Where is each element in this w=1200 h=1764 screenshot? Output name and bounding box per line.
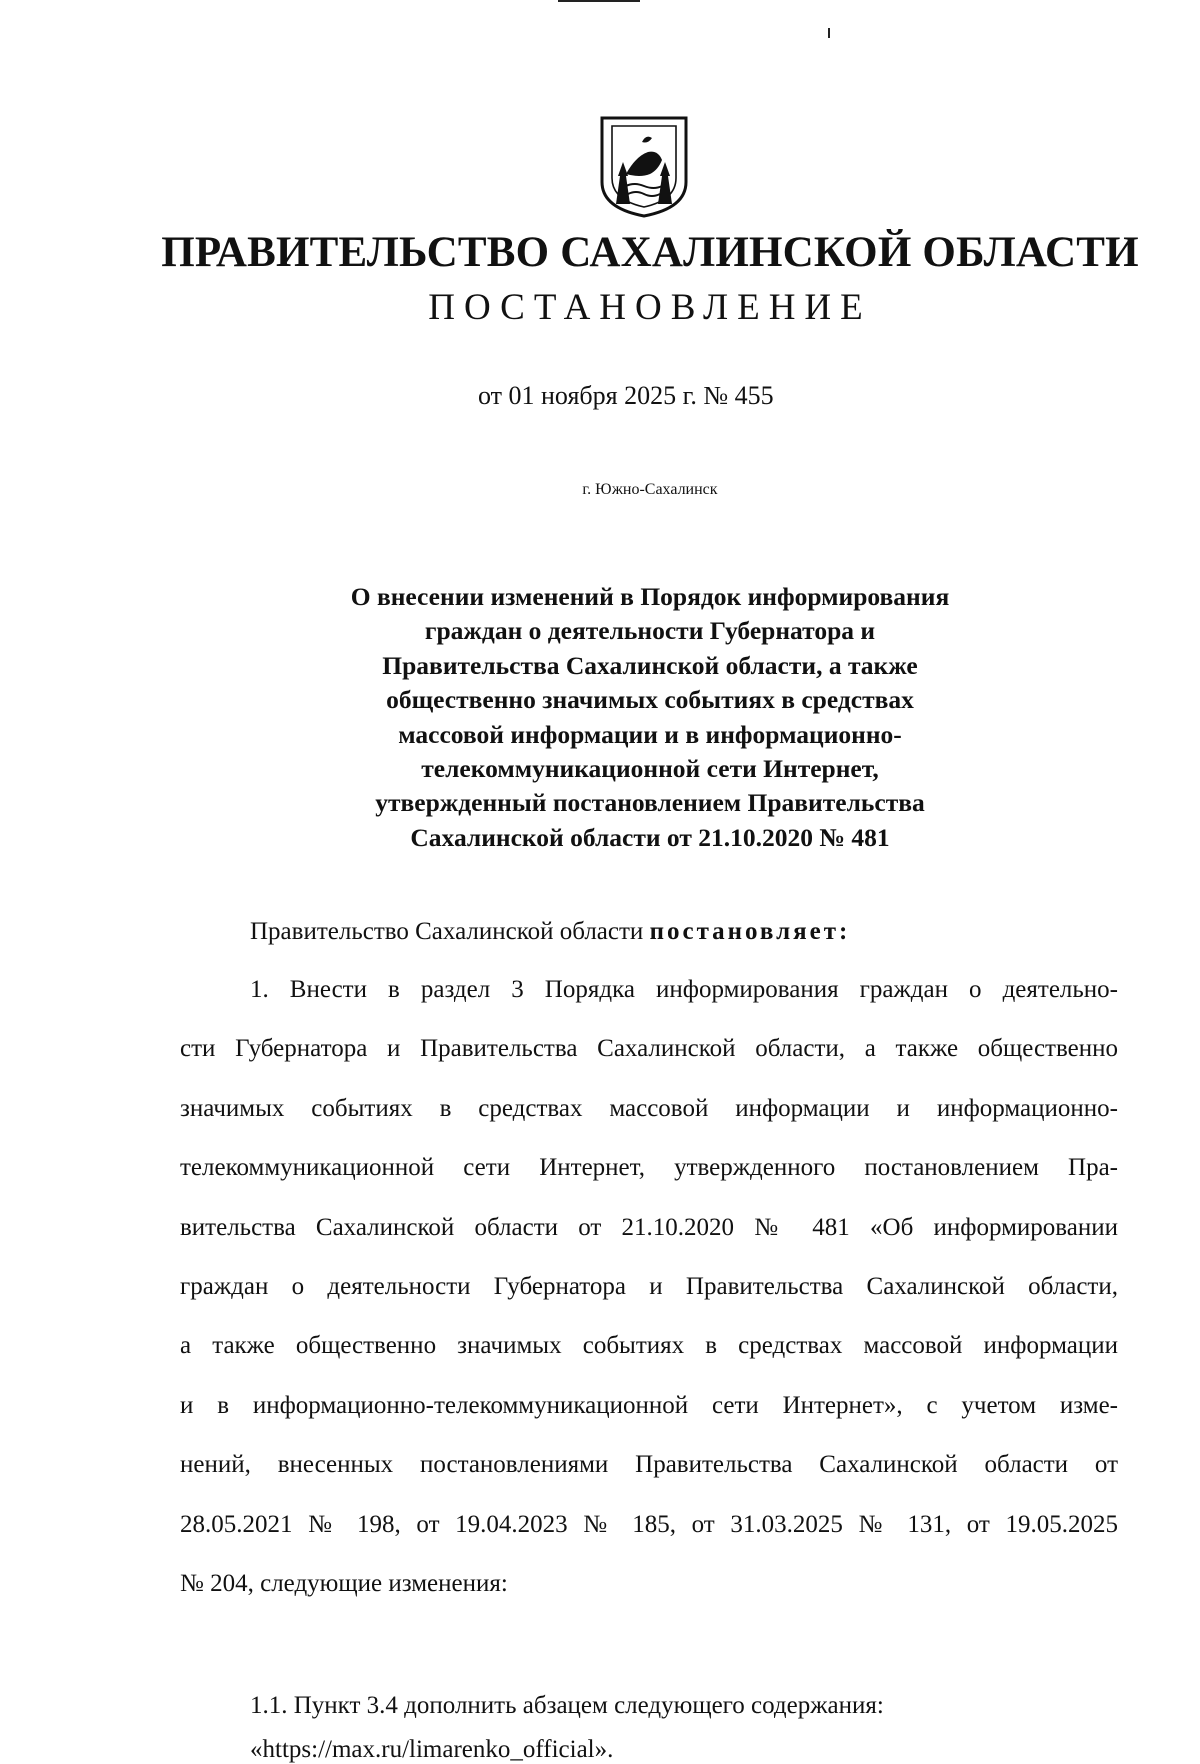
paragraph-line: граждан о деятельности Губернатора и Правительства Сахалинской области, xyxy=(180,1273,1118,1301)
scan-mark xyxy=(828,28,830,38)
paragraph-line: телекоммуникационной сети Интернет, утвержденного постановлением Пра- xyxy=(180,1154,1118,1182)
document-type-title: ПОСТАНОВЛЕНИЕ xyxy=(428,287,872,328)
paragraph-line: нений, внесенных постановлениями Правительства Сахалинской области от xyxy=(180,1451,1118,1479)
paragraph-line: и в информационно-телекоммуникационной сети Интернет», с учетом изме- xyxy=(180,1391,1118,1419)
paragraph-line: 28.05.2021 № 198, от 19.04.2023 № 185, от 31.03.2025 № 131, от 19.05.2025 xyxy=(180,1510,1118,1538)
government-title: ПРАВИТЕЛЬСТВО САХАЛИНСКОЙ ОБЛАСТИ xyxy=(161,229,1139,276)
paragraph-1-1: 1.1. Пункт 3.4 дополнить абзацем следующего содержания: xyxy=(250,1692,884,1719)
decree-date-number: от 01 ноября 2025 г. № 455 xyxy=(478,381,774,410)
subject-line: телекоммуникационной сети Интернет, xyxy=(421,754,879,784)
subject-line: массовой информации и в информационно- xyxy=(398,719,902,749)
coat-of-arms-emblem xyxy=(596,112,692,218)
subject-line: Сахалинской области от 21.10.2020 № 481 xyxy=(410,822,890,852)
paragraph-line: сти Губернатора и Правительства Сахалинской области, а также общественно xyxy=(180,1035,1118,1063)
subject-line: граждан о деятельности Губернатора и xyxy=(424,616,876,646)
issuing-city: г. Южно-Сахалинск xyxy=(582,481,718,498)
paragraph-line: № 204, следующие изменения: xyxy=(180,1570,508,1598)
subject-line: общественно значимых событиях в средствах xyxy=(386,685,914,715)
preamble-text: Правительство Сахалинской области xyxy=(250,918,650,945)
top-edge-rule xyxy=(558,0,640,2)
subject-line: утвержденный постановлением Правительства xyxy=(375,788,925,818)
subject-line: О внесении изменений в Порядок информирования xyxy=(350,582,950,611)
paragraph-1 xyxy=(180,960,1118,1613)
preamble-paragraph xyxy=(250,902,1150,961)
paragraph-line: а также общественно значимых событиях в средствах массовой информации xyxy=(180,1332,1118,1360)
added-link-text: «https://max.ru/limarenko_official». xyxy=(250,1736,614,1763)
preamble-keyword: постановляет: xyxy=(649,918,851,945)
decree-subject-heading xyxy=(300,580,1000,855)
subject-line: Правительства Сахалинской области, а также xyxy=(382,650,918,680)
paragraph-line: значимых событиях в средствах массовой информации и информационно- xyxy=(180,1094,1118,1122)
paragraph-line: 1. Внести в раздел 3 Порядка информирования граждан о деятельно- xyxy=(250,976,1118,1003)
paragraph-line: вительства Сахалинской области от 21.10.2020 № 481 «Об информировании xyxy=(180,1213,1118,1241)
